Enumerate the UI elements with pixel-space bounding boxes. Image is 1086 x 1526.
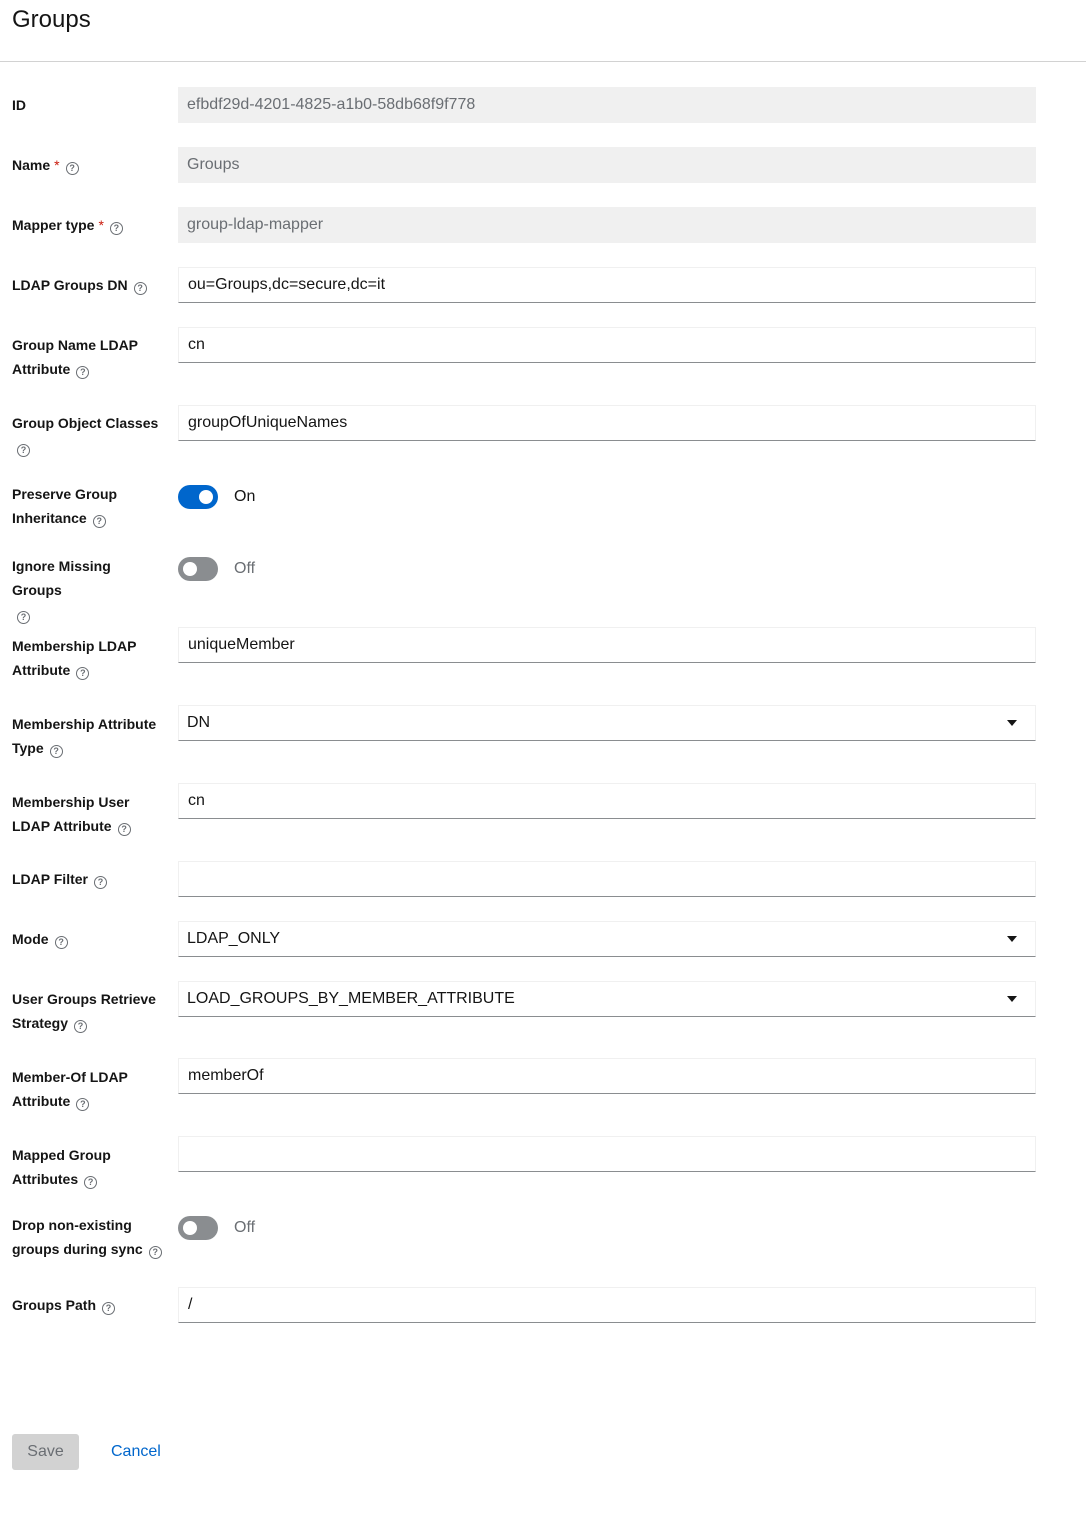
mode-value: LDAP_ONLY: [187, 930, 281, 947]
toggle-knob: [183, 562, 197, 576]
save-button[interactable]: Save: [12, 1434, 79, 1470]
toggle-knob: [199, 490, 213, 504]
ldap-filter-label: LDAP Filter ?: [12, 867, 164, 891]
group-object-classes-label: Group Object Classes ?: [12, 415, 159, 455]
drop-non-existing-groups-state: Off: [234, 1219, 256, 1236]
help-icon[interactable]: ?: [50, 745, 63, 758]
help-icon[interactable]: ?: [84, 1176, 97, 1189]
ignore-missing-groups-label: Ignore Missing Groups ?: [12, 558, 111, 622]
help-icon[interactable]: ?: [66, 162, 79, 175]
membership-attribute-type-select[interactable]: [178, 705, 1036, 741]
group-name-ldap-attribute-label: Group Name LDAP Attribute ?: [12, 337, 139, 377]
help-icon[interactable]: ?: [17, 444, 30, 457]
mode-label: Mode ?: [12, 927, 164, 951]
preserve-group-inheritance-label: Preserve Group Inheritance ?: [12, 486, 118, 526]
drop-non-existing-groups-toggle[interactable]: [178, 1216, 218, 1240]
membership-ldap-attribute-input[interactable]: uniqueMember: [178, 627, 1036, 663]
help-icon[interactable]: ?: [93, 515, 106, 528]
help-icon[interactable]: ?: [17, 611, 30, 624]
mapper-type-label: Mapper type * ?: [12, 213, 164, 237]
user-groups-retrieve-strategy-label: User Groups Retrieve Strategy ?: [12, 991, 156, 1031]
chevron-down-icon: [1007, 720, 1017, 726]
mapped-group-attributes-input[interactable]: [178, 1136, 1036, 1172]
help-icon[interactable]: ?: [94, 876, 107, 889]
name-field: Groups: [178, 147, 1036, 183]
chevron-down-icon: [1007, 936, 1017, 942]
user-groups-retrieve-strategy-select[interactable]: [178, 981, 1036, 1017]
help-icon[interactable]: ?: [76, 1098, 89, 1111]
groups-path-input[interactable]: /: [178, 1287, 1036, 1323]
ignore-missing-groups-state: Off: [234, 560, 256, 577]
mapped-group-attributes-label: Mapped Group Attributes ?: [12, 1147, 111, 1187]
membership-user-ldap-attribute-input[interactable]: cn: [178, 783, 1036, 819]
help-icon[interactable]: ?: [134, 282, 147, 295]
required-marker: *: [98, 217, 104, 233]
mode-select[interactable]: [178, 921, 1036, 957]
membership-attribute-type-label: Membership Attribute Type ?: [12, 716, 157, 756]
preserve-group-inheritance-state: On: [234, 488, 256, 505]
groups-path-label: Groups Path ?: [12, 1293, 164, 1317]
id-field: efbdf29d-4201-4825-a1b0-58db68f9f778: [178, 87, 1036, 123]
member-of-ldap-attribute-label: Member-Of LDAP Attribute ?: [12, 1069, 128, 1109]
user-groups-retrieve-strategy-value: LOAD_GROUPS_BY_MEMBER_ATTRIBUTE: [187, 990, 515, 1007]
membership-attribute-type-value: DN: [187, 714, 211, 731]
help-icon[interactable]: ?: [118, 823, 131, 836]
required-marker: *: [54, 157, 60, 173]
page-header: [0, 0, 1086, 62]
chevron-down-icon: [1007, 996, 1017, 1002]
help-icon[interactable]: ?: [55, 936, 68, 949]
membership-ldap-attribute-label: Membership LDAP Attribute ?: [12, 638, 137, 678]
cancel-button[interactable]: Cancel: [99, 1434, 173, 1470]
help-icon[interactable]: ?: [76, 667, 89, 680]
name-label: Name * ?: [12, 153, 164, 177]
membership-user-ldap-attribute-label: Membership User LDAP Attribute ?: [12, 794, 130, 834]
preserve-group-inheritance-toggle[interactable]: [178, 485, 218, 509]
drop-non-existing-groups-label: Drop non-existing groups during sync ?: [12, 1213, 164, 1261]
group-object-classes-input[interactable]: groupOfUniqueNames: [178, 405, 1036, 441]
member-of-ldap-attribute-input[interactable]: memberOf: [178, 1058, 1036, 1094]
ldap-filter-input[interactable]: [178, 861, 1036, 897]
toggle-knob: [183, 1221, 197, 1235]
ignore-missing-groups-toggle[interactable]: [178, 557, 218, 581]
ldap-groups-dn-input[interactable]: ou=Groups,dc=secure,dc=it: [178, 267, 1036, 303]
group-name-ldap-attribute-input[interactable]: cn: [178, 327, 1036, 363]
help-icon[interactable]: ?: [74, 1020, 87, 1033]
help-icon[interactable]: ?: [149, 1246, 162, 1259]
help-icon[interactable]: ?: [110, 222, 123, 235]
page-title: Groups: [12, 6, 91, 33]
help-icon[interactable]: ?: [76, 366, 89, 379]
ldap-groups-dn-label: LDAP Groups DN ?: [12, 273, 164, 297]
id-label: ID: [12, 97, 26, 113]
mapper-type-field: group-ldap-mapper: [178, 207, 1036, 243]
help-icon[interactable]: ?: [102, 1302, 115, 1315]
